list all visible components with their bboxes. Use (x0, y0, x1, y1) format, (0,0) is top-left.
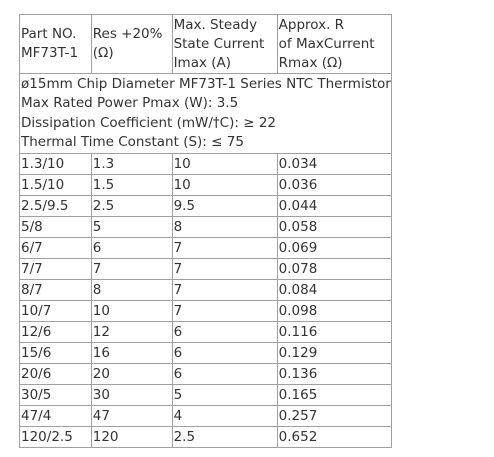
res-cell: 8 (91, 280, 172, 301)
imax-cell: 6 (172, 364, 277, 385)
header-part-no (20, 15, 92, 74)
table-row (20, 217, 392, 238)
header-imax-line: State Current (173, 35, 265, 52)
rmax-cell: 0.136 (277, 364, 391, 385)
header-row (20, 15, 392, 74)
header-part-no-line: Part NO. (21, 26, 77, 42)
rmax-cell: 0.652 (277, 427, 391, 448)
rmax-cell: 0.034 (277, 154, 391, 175)
table-row (20, 175, 392, 196)
imax-cell: 6 (172, 343, 277, 364)
header-imax (172, 15, 277, 74)
rmax-cell: 0.084 (277, 280, 391, 301)
header-rmax-line: of MaxCurrent (278, 35, 375, 52)
header-res-line: Res +20% (92, 26, 163, 42)
imax-cell: 4 (172, 406, 277, 427)
header-res (91, 15, 172, 74)
thermistor-spec-table (19, 14, 392, 448)
rmax-cell: 0.165 (277, 385, 391, 406)
part-no-cell: 7/7 (20, 259, 92, 280)
rmax-cell: 0.257 (277, 406, 391, 427)
part-no-cell: 5/8 (20, 217, 92, 238)
table-row (20, 364, 392, 385)
table-row (20, 259, 392, 280)
imax-cell: 9.5 (172, 196, 277, 217)
imax-cell: 7 (172, 280, 277, 301)
table-row (20, 154, 392, 175)
imax-cell: 7 (172, 301, 277, 322)
rmax-cell: 0.036 (277, 175, 391, 196)
res-cell: 47 (91, 406, 172, 427)
res-cell: 6 (91, 238, 172, 259)
table-row (20, 343, 392, 364)
rmax-cell: 0.058 (277, 217, 391, 238)
table-row (20, 238, 392, 259)
header-rmax-line: Approx. R (278, 16, 345, 33)
res-cell: 30 (91, 385, 172, 406)
header-res-line: (Ω) (92, 45, 114, 61)
res-cell: 7 (91, 259, 172, 280)
rmax-cell: 0.069 (277, 238, 391, 259)
thermal-time-constant: Thermal Time Constant (S): ≤ 75 (21, 134, 244, 150)
part-no-cell: 20/6 (20, 364, 92, 385)
res-cell: 1.3 (91, 154, 172, 175)
imax-cell: 10 (172, 175, 277, 196)
imax-cell: 10 (172, 154, 277, 175)
part-no-cell: 2.5/9.5 (20, 196, 92, 217)
part-no-cell: 120/2.5 (20, 427, 92, 448)
imax-cell: 6 (172, 322, 277, 343)
table-row (20, 385, 392, 406)
rmax-cell: 0.044 (277, 196, 391, 217)
table-row (20, 427, 392, 448)
table-row (20, 301, 392, 322)
imax-cell: 8 (172, 217, 277, 238)
series-title: ø15mm Chip Diameter MF73T-1 Series NTC Thermistor (21, 75, 391, 92)
res-cell: 5 (91, 217, 172, 238)
table-row (20, 196, 392, 217)
series-info-row (20, 74, 392, 154)
part-no-cell: 1.3/10 (20, 154, 92, 175)
rmax-cell: 0.078 (277, 259, 391, 280)
imax-cell: 7 (172, 259, 277, 280)
part-no-cell: 12/6 (20, 322, 92, 343)
imax-cell: 7 (172, 238, 277, 259)
part-no-cell: 6/7 (20, 238, 92, 259)
header-part-no-line: MF73T-1 (21, 45, 79, 61)
table-row (20, 280, 392, 301)
table-row (20, 406, 392, 427)
res-cell: 16 (91, 343, 172, 364)
res-cell: 10 (91, 301, 172, 322)
header-rmax-line: Rmax (Ω) (278, 54, 343, 71)
header-imax-line: Imax (A) (173, 54, 232, 71)
imax-cell: 2.5 (172, 427, 277, 448)
part-no-cell: 1.5/10 (20, 175, 92, 196)
part-no-cell: 15/6 (20, 343, 92, 364)
rmax-cell: 0.129 (277, 343, 391, 364)
part-no-cell: 8/7 (20, 280, 92, 301)
max-rated-power: Max Rated Power Pmax (W): 3.5 (21, 95, 239, 111)
part-no-cell: 10/7 (20, 301, 92, 322)
series-info-cell (20, 74, 392, 154)
res-cell: 12 (91, 322, 172, 343)
part-no-cell: 30/5 (20, 385, 92, 406)
res-cell: 2.5 (91, 196, 172, 217)
rmax-cell: 0.116 (277, 322, 391, 343)
res-cell: 120 (91, 427, 172, 448)
res-cell: 1.5 (91, 175, 172, 196)
imax-cell: 5 (172, 385, 277, 406)
rmax-cell: 0.098 (277, 301, 391, 322)
table-row (20, 322, 392, 343)
part-no-cell: 47/4 (20, 406, 92, 427)
res-cell: 20 (91, 364, 172, 385)
header-imax-line: Max. Steady (173, 16, 258, 33)
header-rmax (277, 15, 391, 74)
dissipation-coefficient: Dissipation Coefficient (mW/†C): ≥ 22 (21, 114, 276, 131)
